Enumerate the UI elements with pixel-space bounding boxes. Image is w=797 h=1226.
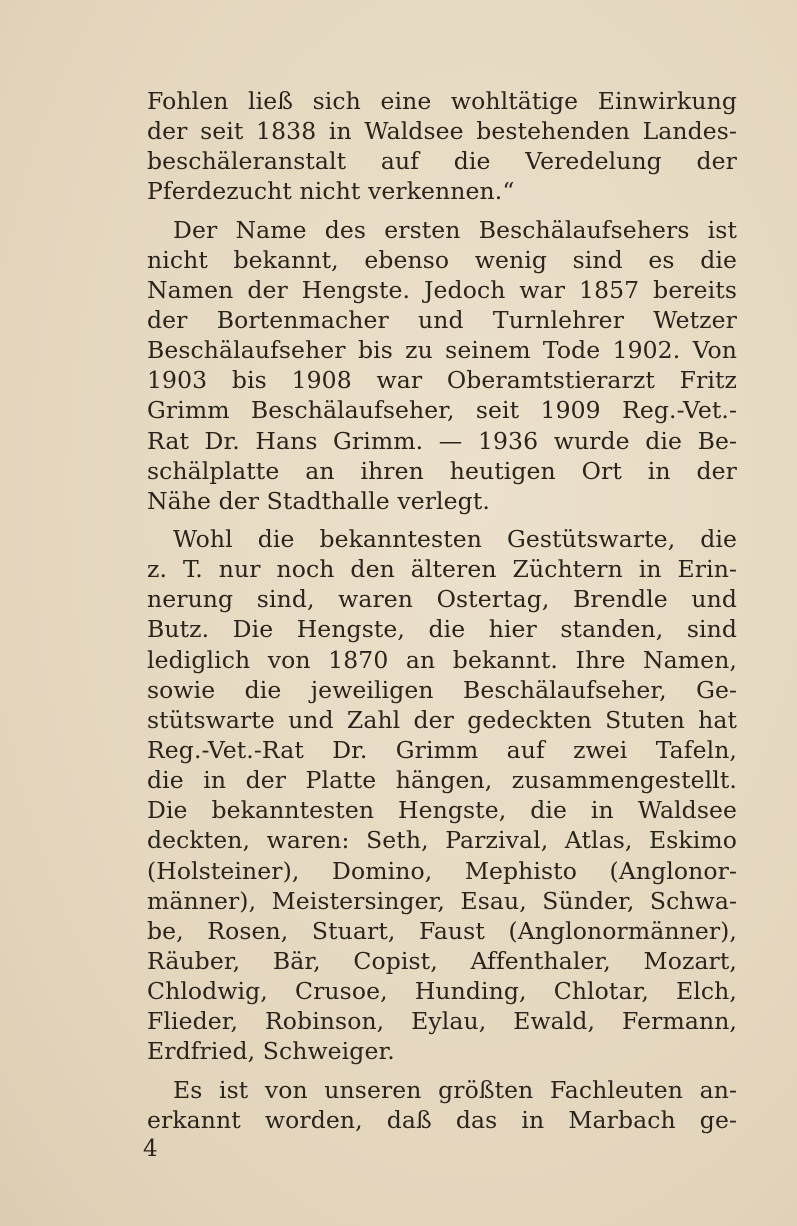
text-line: Chlodwig, Crusoe, Hunding, Chlotar, Elch, <box>147 977 737 1006</box>
paragraph-3 <box>147 524 737 1067</box>
text-line: Es ist von unseren größten Fachleuten an- <box>173 1075 737 1104</box>
text-line: Pferdezucht nicht verkennen.“ <box>147 177 515 206</box>
text-line: Räuber, Bär, Copist, Affenthaler, Mozart, <box>147 946 737 975</box>
text-line: Butz. Die Hengste, die hier standen, sind <box>147 615 737 644</box>
text-line: Beschälaufseher bis zu seinem Tode 1902. Von <box>147 336 737 365</box>
text-line: nerung sind, waren Ostertag, Brendle und <box>147 585 737 614</box>
text-line: sowie die jeweiligen Beschälaufseher, Ge- <box>147 675 737 704</box>
text-line: Erdfried, Schweiger. <box>147 1037 395 1066</box>
paragraph-2 <box>147 215 737 516</box>
text-line: deckten, waren: Seth, Parzival, Atlas, Eskimo <box>147 826 737 855</box>
text-line: schälplatte an ihren heutigen Ort in der <box>147 456 737 485</box>
text-line: Flieder, Robinson, Eylau, Ewald, Fermann, <box>147 1007 737 1036</box>
text-line: Die bekanntesten Hengste, die in Waldsee <box>147 796 737 825</box>
text-line: Reg.-Vet.-Rat Dr. Grimm auf zwei Tafeln, <box>147 735 737 764</box>
text-line: der seit 1838 in Waldsee bestehenden Landes- <box>147 117 737 146</box>
text-line: Rat Dr. Hans Grimm. — 1936 wurde die Be- <box>147 426 737 455</box>
body-text <box>147 86 737 1135</box>
text-line: Wohl die bekanntesten Gestütswarte, die <box>173 524 737 553</box>
text-line: die in der Platte hängen, zusammengestellt. <box>147 766 737 795</box>
text-line: Grimm Beschälaufseher, seit 1909 Reg.-Vet.- <box>147 396 737 425</box>
text-line: erkannt worden, daß das in Marbach ge- <box>147 1105 737 1134</box>
text-line: der Bortenmacher und Turnlehrer Wetzer <box>147 305 737 334</box>
text-line: Namen der Hengste. Jedoch war 1857 bereits <box>147 275 737 304</box>
text-line: Der Name des ersten Beschälaufsehers ist <box>173 215 737 244</box>
text-line: 1903 bis 1908 war Oberamtstierarzt Fritz <box>147 366 737 395</box>
text-line: z. T. nur noch den älteren Züchtern in Erin- <box>147 555 737 584</box>
page-number: 4 <box>143 1136 158 1162</box>
text-line: nicht bekannt, ebenso wenig sind es die <box>147 245 737 274</box>
text-line: männer), Meistersinger, Esau, Sünder, Schwa- <box>147 886 737 915</box>
text-line: Fohlen ließ sich eine wohltätige Einwirkung <box>147 87 737 115</box>
paragraph-1 <box>147 86 737 207</box>
text-line: (Holsteiner), Domino, Mephisto (Anglonor- <box>147 856 737 885</box>
text-line: beschäleranstalt auf die Veredelung der <box>147 147 737 176</box>
text-line: stütswarte und Zahl der gedeckten Stuten hat <box>147 705 737 734</box>
text-line: be, Rosen, Stuart, Faust (Anglonormänner), <box>147 916 737 945</box>
text-line: lediglich von 1870 an bekannt. Ihre Namen, <box>147 645 737 674</box>
paragraph-4 <box>147 1075 737 1135</box>
text-line: Nähe der Stadthalle verlegt. <box>147 486 490 515</box>
